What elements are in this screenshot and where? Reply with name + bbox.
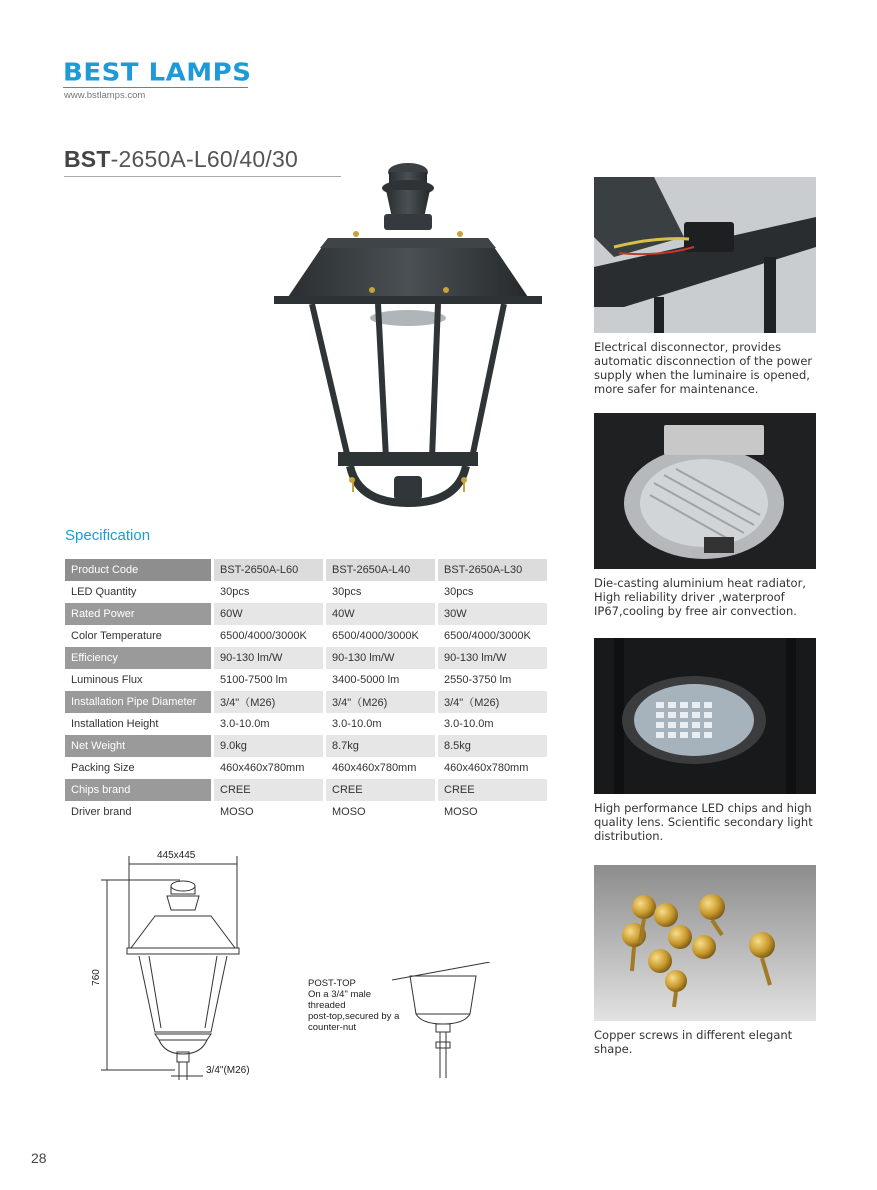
table-cell: 9.0kg (211, 735, 323, 757)
table-cell: 6500/4000/3000K (435, 625, 547, 647)
table-cell: Rated Power (65, 603, 211, 625)
table-cell: 3/4"（M26) (435, 691, 547, 713)
table-cell: 30pcs (211, 581, 323, 603)
table-cell: 6500/4000/3000K (211, 625, 323, 647)
feature-caption: Copper screws in different elegant shape. (594, 1028, 793, 1056)
table-row (65, 713, 547, 735)
table-cell: Installation Height (71, 718, 159, 730)
table-cell: CREE (323, 779, 435, 801)
table-cell: MOSO (435, 801, 547, 823)
table-header-row (65, 559, 547, 581)
post-top-note (308, 978, 399, 1033)
table-cell: Driver brand (71, 806, 132, 818)
table-cell: CREE (211, 779, 323, 801)
table-cell: Color Temperature (71, 630, 162, 642)
table-cell: 8.7kg (323, 735, 435, 757)
table-row (65, 779, 547, 801)
table-cell: 6500/4000/3000K (323, 625, 435, 647)
lantern-product-image (268, 158, 548, 523)
table-row (65, 625, 547, 647)
feature-caption: Electrical disconnector, provides automatic disconnection of the power supply when the luminaire is opened, more safer for maintenance. (594, 340, 813, 396)
table-cell: 460x460x780mm (323, 757, 435, 779)
pipe-dimension-label: 3/4"(M26) (206, 1065, 250, 1076)
table-cell: Installation Pipe Diameter (65, 691, 211, 713)
page-number: 28 (31, 1150, 47, 1166)
column-header: BST-2650A-L60 (211, 559, 323, 581)
table-cell: MOSO (211, 801, 323, 823)
table-cell: 40W (323, 603, 435, 625)
table-cell: 30pcs (435, 581, 547, 603)
brand-divider (63, 87, 248, 88)
feature-caption: High performance LED chips and high quality lens. Scientific secondary light distribution. (594, 801, 813, 843)
dimension-drawing (95, 848, 270, 1088)
table-cell: 90-130 lm/W (323, 647, 435, 669)
table-cell: 90-130 lm/W (435, 647, 547, 669)
column-header: Product Code (65, 559, 211, 581)
model-suffix: -2650A-L60/40/30 (110, 146, 298, 172)
table-cell: 30W (435, 603, 547, 625)
feature-photo-led-chips (594, 638, 816, 794)
table-cell: Net Weight (65, 735, 211, 757)
specification-heading: Specification (65, 527, 151, 544)
model-title (64, 146, 298, 173)
table-row (65, 801, 547, 823)
post-top-drawing (392, 962, 492, 1082)
specification-table (65, 559, 547, 823)
table-cell: 30pcs (323, 581, 435, 603)
table-cell: 60W (211, 603, 323, 625)
width-dimension-label: 445x445 (157, 850, 196, 861)
table-row (65, 691, 547, 713)
table-row (65, 735, 547, 757)
post-top-line: post-top,secured by a (308, 1011, 400, 1022)
table-cell: 3/4"（M26) (211, 691, 323, 713)
table-cell: 460x460x780mm (435, 757, 547, 779)
table-cell: Luminous Flux (71, 674, 143, 686)
feature-photo-heat-radiator (594, 413, 816, 569)
table-cell: Chips brand (65, 779, 211, 801)
table-row (65, 647, 547, 669)
height-dimension-label: 760 (90, 969, 102, 986)
table-cell: 90-130 lm/W (211, 647, 323, 669)
table-row (65, 757, 547, 779)
brand-url: www.bstlamps.com (64, 90, 146, 101)
post-top-title: POST-TOP (308, 978, 356, 989)
table-cell: MOSO (323, 801, 435, 823)
table-row (65, 669, 547, 691)
table-cell: 3.0-10.0m (211, 713, 323, 735)
column-header: BST-2650A-L40 (323, 559, 435, 581)
post-top-line: On a 3/4" male (308, 989, 372, 1000)
post-top-line: counter-nut (308, 1022, 357, 1033)
table-cell: 460x460x780mm (211, 757, 323, 779)
table-row (65, 603, 547, 625)
table-cell: 3400-5000 lm (323, 669, 435, 691)
table-cell: 3.0-10.0m (323, 713, 435, 735)
feature-photo-disconnector (594, 177, 816, 333)
model-prefix: BST (64, 146, 111, 172)
post-top-line: threaded (308, 1000, 346, 1011)
feature-photo-copper-screws (594, 865, 816, 1021)
table-row (65, 581, 547, 603)
table-cell: Packing Size (71, 762, 135, 774)
brand-logo: BEST LAMPS (63, 58, 252, 88)
feature-caption: Die-casting aluminium heat radiator, High reliability driver ,waterproof IP67,cooling by free air convection. (594, 576, 806, 618)
column-header: BST-2650A-L30 (435, 559, 547, 581)
table-cell: LED Quantity (71, 586, 137, 598)
table-cell: 8.5kg (435, 735, 547, 757)
table-cell: 5100-7500 lm (211, 669, 323, 691)
table-cell: Efficiency (65, 647, 211, 669)
table-cell: 3/4"（M26) (323, 691, 435, 713)
table-cell: CREE (435, 779, 547, 801)
table-cell: 3.0-10.0m (435, 713, 547, 735)
table-cell: 2550-3750 lm (435, 669, 547, 691)
